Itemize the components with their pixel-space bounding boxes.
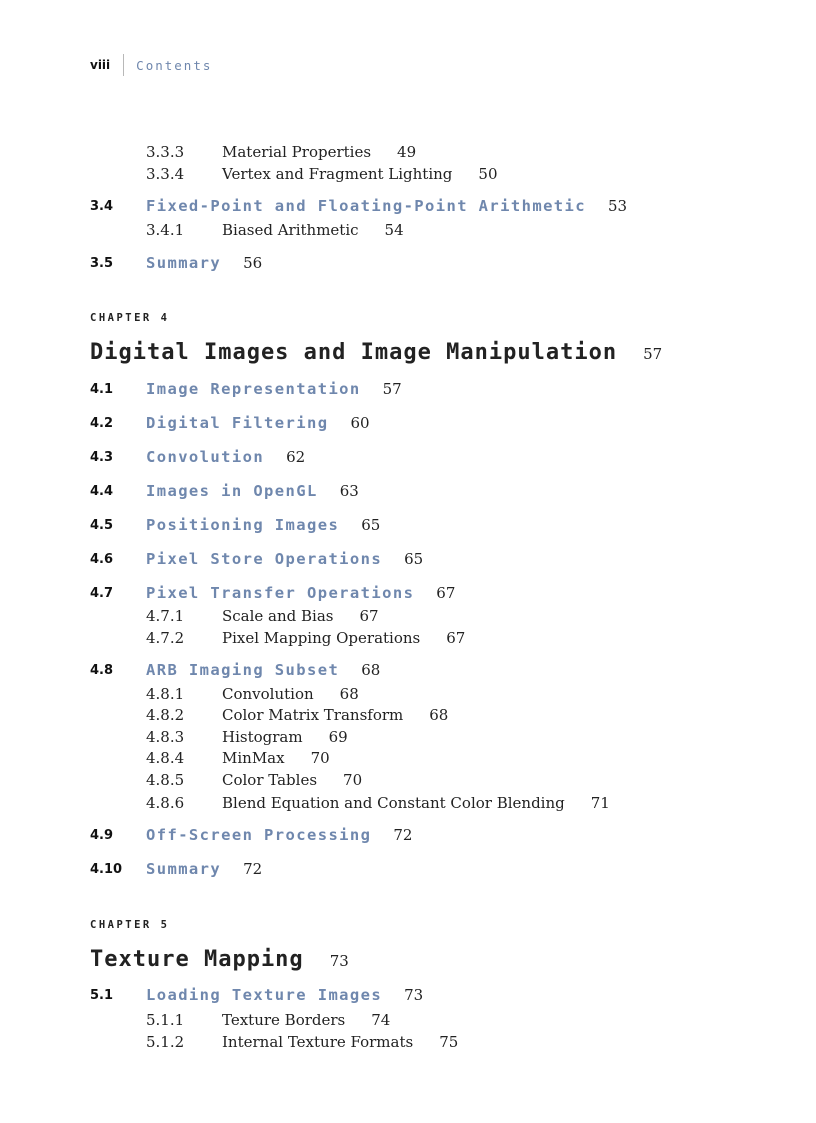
section-title <box>146 414 370 432</box>
toc-subsection-entry[interactable] <box>0 1011 816 1031</box>
section-title-text: ARB Imaging Subset <box>146 661 340 679</box>
section-number: 4.5 <box>90 518 114 533</box>
section-number: 4.8 <box>90 663 114 678</box>
section-title-text: Pixel Transfer Operations <box>146 584 415 602</box>
toc-subsection-entry[interactable] <box>0 728 816 748</box>
section-title <box>146 254 262 272</box>
subsection-number: 3.3.3 <box>146 143 185 161</box>
section-title <box>146 986 423 1004</box>
toc-section-entry[interactable] <box>0 516 816 538</box>
page-ref: 56 <box>243 254 263 272</box>
toc-chapter-entry[interactable] <box>0 947 816 977</box>
page-ref: 67 <box>446 629 466 647</box>
section-title-text: Pixel Store Operations <box>146 550 383 568</box>
toc-section-entry[interactable] <box>0 550 816 572</box>
section-title <box>146 826 412 844</box>
chapter-title-text: Texture Mapping <box>90 947 304 972</box>
page-ref: 75 <box>439 1033 459 1051</box>
subsection-title <box>222 728 348 746</box>
subsection-title <box>222 1011 390 1029</box>
toc-subsection-entry[interactable] <box>0 794 816 814</box>
subsection-title <box>222 706 448 724</box>
page-number: viii <box>90 58 111 72</box>
subsection-title-text: Color Matrix Transform <box>222 706 404 724</box>
subsection-title-text: Blend Equation and Constant Color Blending <box>222 794 565 812</box>
section-title <box>146 661 380 679</box>
section-number: 4.2 <box>90 416 114 431</box>
subsection-number: 4.8.5 <box>146 771 185 789</box>
subsection-number: 3.4.1 <box>146 221 185 239</box>
toc-section-entry[interactable] <box>0 448 816 470</box>
toc-section-entry[interactable] <box>0 197 816 219</box>
chapter-label <box>0 919 816 935</box>
page-ref: 72 <box>393 826 413 844</box>
subsection-number: 4.8.2 <box>146 706 185 724</box>
toc-subsection-entry[interactable] <box>0 749 816 769</box>
toc-chapter-entry[interactable] <box>0 340 816 370</box>
toc-section-entry[interactable] <box>0 414 816 436</box>
subsection-number: 4.7.2 <box>146 629 185 647</box>
toc-subsection-entry[interactable] <box>0 685 816 705</box>
subsection-title-text: MinMax <box>222 749 285 767</box>
section-title <box>146 584 455 602</box>
section-number: 4.10 <box>90 862 123 877</box>
section-number: 3.4 <box>90 199 114 214</box>
section-title-text: Summary <box>146 860 222 878</box>
chapter-label <box>0 312 816 328</box>
page-ref: 53 <box>608 197 628 215</box>
section-number: 3.5 <box>90 256 114 271</box>
subsection-title <box>222 143 416 161</box>
subsection-title-text: Scale and Bias <box>222 607 334 625</box>
section-number: 4.9 <box>90 828 114 843</box>
toc-subsection-entry[interactable] <box>0 1033 816 1053</box>
subsection-title-text: Histogram <box>222 728 303 746</box>
page-ref: 69 <box>328 728 348 746</box>
toc-section-entry[interactable] <box>0 482 816 504</box>
section-number: 4.1 <box>90 382 114 397</box>
toc-section-entry[interactable] <box>0 826 816 848</box>
page-ref: 65 <box>361 516 381 534</box>
section-title <box>146 516 380 534</box>
section-title-text: Off-Screen Processing <box>146 826 372 844</box>
section-title-text: Image Representation <box>146 380 361 398</box>
subsection-number: 4.7.1 <box>146 607 185 625</box>
section-number: 4.6 <box>90 552 114 567</box>
subsection-title-text: Material Properties <box>222 143 372 161</box>
toc-section-entry[interactable] <box>0 254 816 276</box>
subsection-number: 3.3.4 <box>146 165 185 183</box>
running-header <box>90 54 212 76</box>
page-ref: 49 <box>397 143 417 161</box>
page-ref: 68 <box>361 661 381 679</box>
subsection-title <box>222 1033 458 1051</box>
page-ref: 73 <box>329 952 349 970</box>
subsection-title-text: Color Tables <box>222 771 318 789</box>
toc-subsection-entry[interactable] <box>0 629 816 649</box>
page-ref: 63 <box>339 482 359 500</box>
section-title <box>146 448 305 466</box>
running-title: Contents <box>136 57 213 73</box>
toc-section-entry[interactable] <box>0 380 816 402</box>
section-title-text: Positioning Images <box>146 516 340 534</box>
page-ref: 54 <box>384 221 404 239</box>
page-ref: 57 <box>643 345 663 363</box>
page-ref: 67 <box>359 607 379 625</box>
toc-subsection-entry[interactable] <box>0 143 816 163</box>
section-title-text: Fixed-Point and Floating-Point Arithmetic <box>146 197 587 215</box>
chapter-label-text: CHAPTER 5 <box>90 919 170 931</box>
subsection-title <box>222 771 362 789</box>
section-title <box>146 550 423 568</box>
section-number: 4.4 <box>90 484 114 499</box>
chapter-title-text: Digital Images and Image Manipulation <box>90 340 618 365</box>
page-ref: 73 <box>404 986 424 1004</box>
subsection-title <box>222 607 379 625</box>
subsection-number: 5.1.2 <box>146 1033 185 1051</box>
chapter-title <box>90 947 349 972</box>
section-title-text: Loading Texture Images <box>146 986 383 1004</box>
toc-section-entry[interactable] <box>0 860 816 882</box>
section-title <box>146 482 359 500</box>
page-ref: 65 <box>404 550 424 568</box>
section-title <box>146 197 627 215</box>
page-ref: 72 <box>243 860 263 878</box>
page-ref: 70 <box>310 749 330 767</box>
toc-subsection-entry[interactable] <box>0 607 816 627</box>
page-ref: 68 <box>339 685 359 703</box>
page-ref: 74 <box>371 1011 391 1029</box>
page-ref: 68 <box>429 706 449 724</box>
subsection-title <box>222 749 330 767</box>
section-title-text: Summary <box>146 254 222 272</box>
subsection-title <box>222 629 465 647</box>
section-title <box>146 860 262 878</box>
subsection-number: 5.1.1 <box>146 1011 185 1029</box>
subsection-title-text: Convolution <box>222 685 314 703</box>
subsection-number: 4.8.1 <box>146 685 185 703</box>
subsection-title-text: Internal Texture Formats <box>222 1033 414 1051</box>
header-divider <box>123 54 124 76</box>
subsection-title <box>222 794 610 812</box>
subsection-title <box>222 685 359 703</box>
section-number: 5.1 <box>90 988 114 1003</box>
subsection-number: 4.8.6 <box>146 794 185 812</box>
toc-subsection-entry[interactable] <box>0 706 816 726</box>
subsection-title-text: Pixel Mapping Operations <box>222 629 421 647</box>
subsection-title-text: Biased Arithmetic <box>222 221 359 239</box>
toc-subsection-entry[interactable] <box>0 771 816 791</box>
page-ref: 71 <box>590 794 610 812</box>
page-ref: 60 <box>350 414 370 432</box>
page-ref: 70 <box>343 771 363 789</box>
subsection-number: 4.8.4 <box>146 749 185 767</box>
section-title-text: Convolution <box>146 448 265 466</box>
section-title-text: Images in OpenGL <box>146 482 318 500</box>
subsection-title <box>222 221 404 239</box>
section-title-text: Digital Filtering <box>146 414 329 432</box>
page-ref: 57 <box>382 380 402 398</box>
toc-section-entry[interactable] <box>0 661 816 683</box>
toc-section-entry[interactable] <box>0 986 816 1008</box>
subsection-title-text: Vertex and Fragment Lighting <box>222 165 453 183</box>
section-number: 4.3 <box>90 450 114 465</box>
chapter-title <box>90 340 662 365</box>
toc-section-entry[interactable] <box>0 584 816 606</box>
subsection-title <box>222 165 498 183</box>
subsection-number: 4.8.3 <box>146 728 185 746</box>
subsection-title-text: Texture Borders <box>222 1011 346 1029</box>
toc-subsection-entry[interactable] <box>0 165 816 185</box>
chapter-label-text: CHAPTER 4 <box>90 312 170 324</box>
page-ref: 50 <box>478 165 498 183</box>
toc-subsection-entry[interactable] <box>0 221 816 241</box>
page-ref: 67 <box>436 584 456 602</box>
section-title <box>146 380 402 398</box>
page-ref: 62 <box>286 448 306 466</box>
section-number: 4.7 <box>90 586 114 601</box>
